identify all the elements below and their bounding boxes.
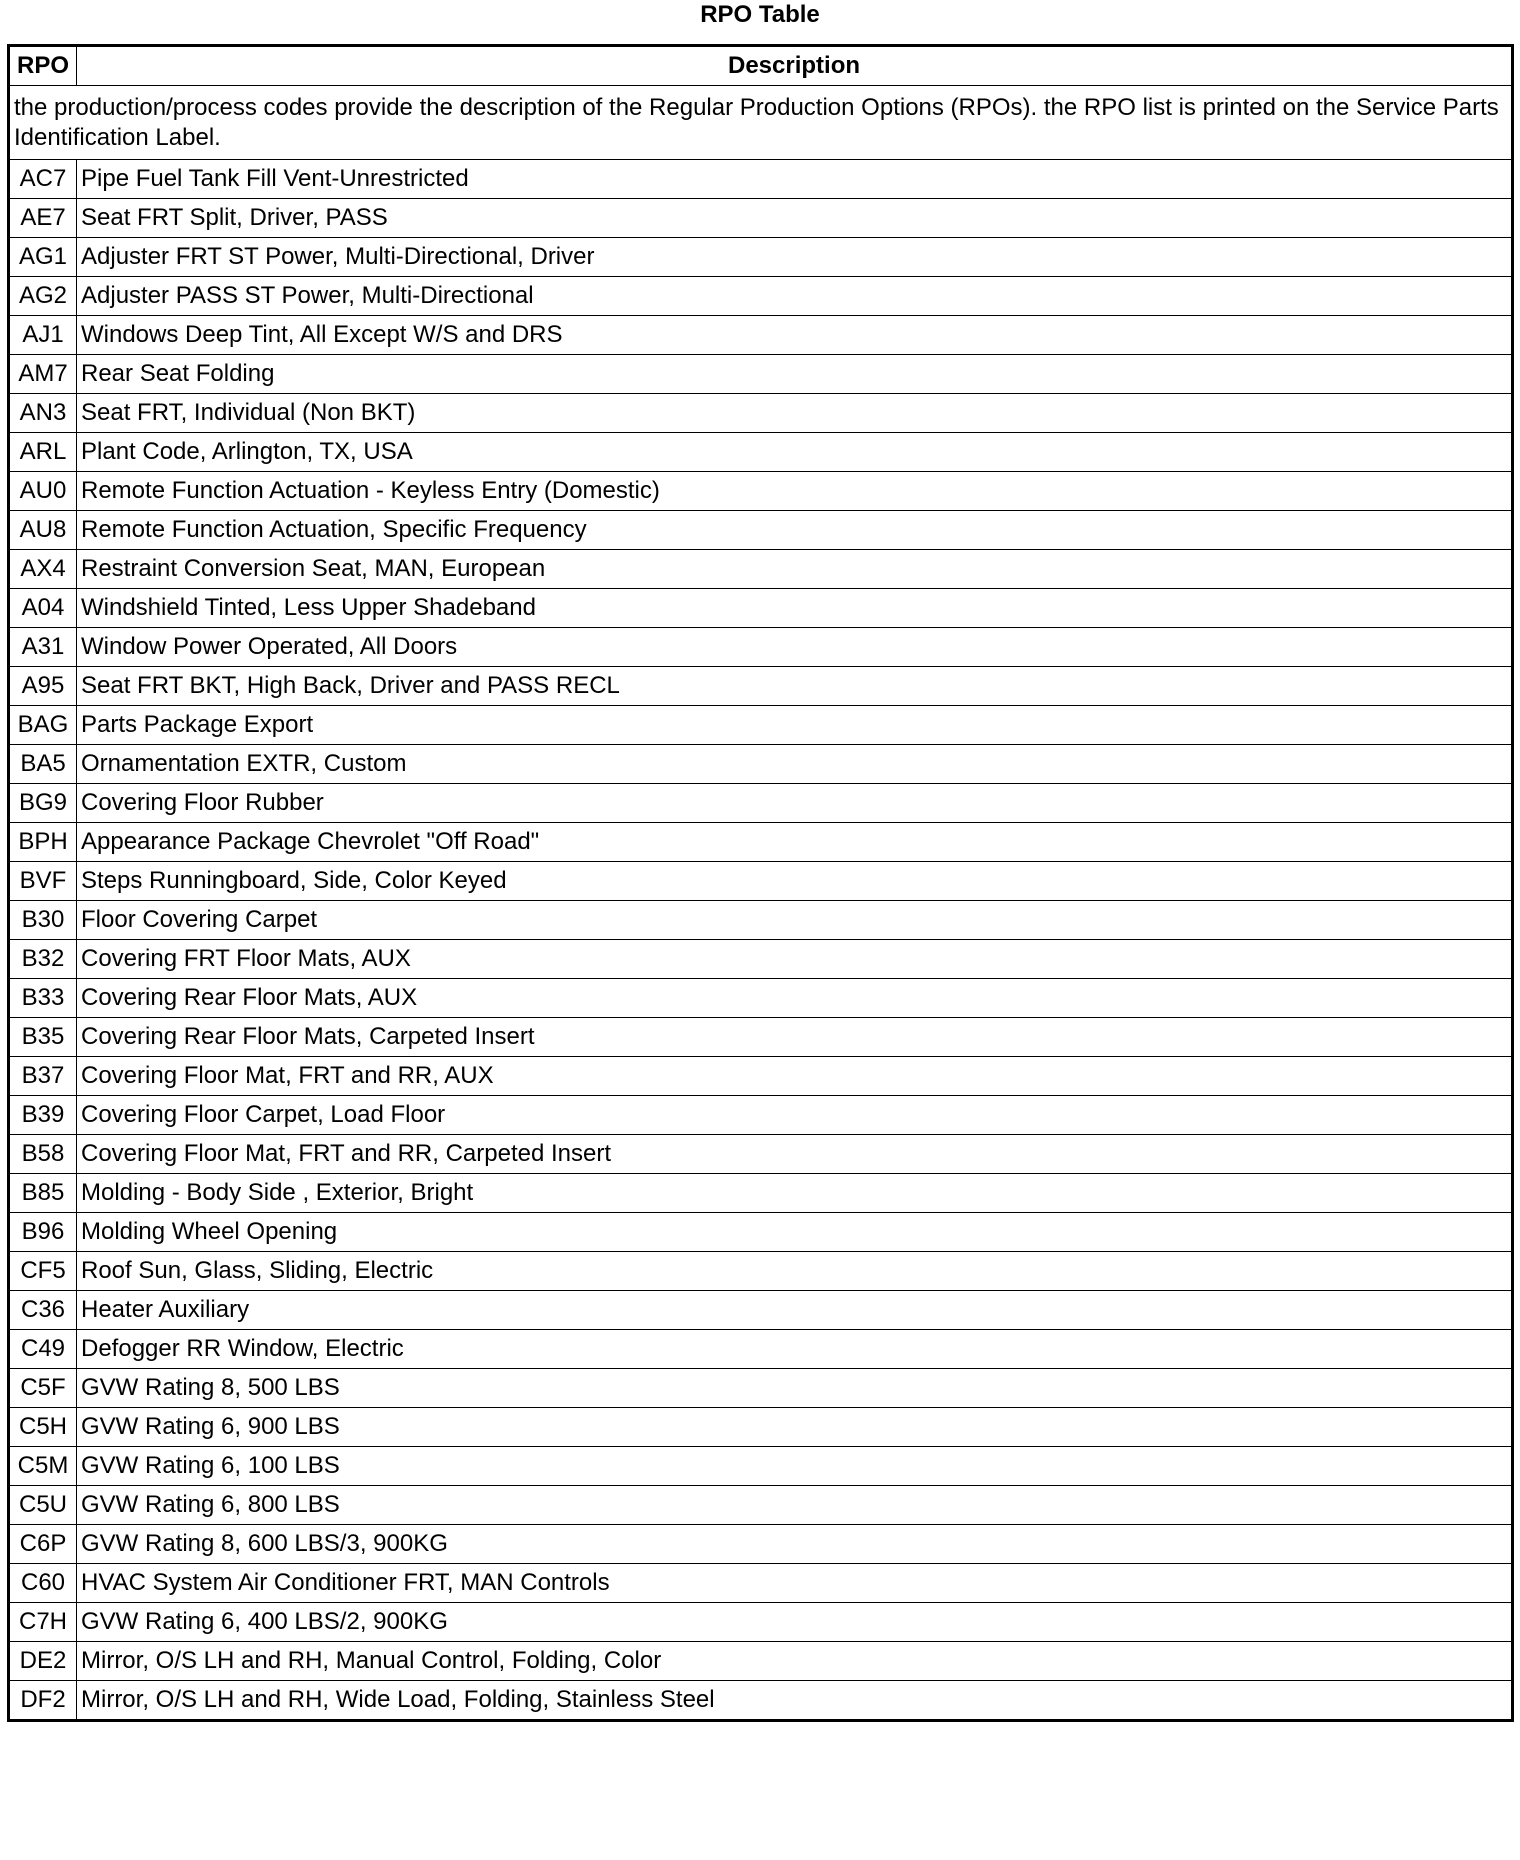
rpo-code: A04	[9, 589, 77, 628]
table-row	[9, 199, 1513, 238]
page-title: RPO Table	[700, 1, 820, 28]
rpo-description: Covering Floor Mat, FRT and RR, Carpeted Insert	[77, 1135, 1513, 1174]
table-row	[9, 979, 1513, 1018]
rpo-description: GVW Rating 8, 600 LBS/3, 900KG	[77, 1525, 1513, 1564]
intro-row	[9, 86, 1513, 160]
rpo-code: B58	[9, 1135, 77, 1174]
rpo-description: Covering Floor Mat, FRT and RR, AUX	[77, 1057, 1513, 1096]
table-row	[9, 1486, 1513, 1525]
rpo-code: BG9	[9, 784, 77, 823]
table-row	[9, 1564, 1513, 1603]
rpo-description: Windshield Tinted, Less Upper Shadeband	[77, 589, 1513, 628]
intro-text: the production/process codes provide the description of the Regular Production Options (RPOs). the RPO list is printed on the Service Parts Identification Label.	[9, 86, 1513, 160]
rpo-code: C36	[9, 1291, 77, 1330]
table-row	[9, 1681, 1513, 1721]
table-row	[9, 1330, 1513, 1369]
rpo-code: AX4	[9, 550, 77, 589]
rpo-code: C7H	[9, 1603, 77, 1642]
rpo-description: HVAC System Air Conditioner FRT, MAN Controls	[77, 1564, 1513, 1603]
rpo-code: AE7	[9, 199, 77, 238]
table-row	[9, 1369, 1513, 1408]
table-row	[9, 1408, 1513, 1447]
table-row	[9, 550, 1513, 589]
table-row	[9, 433, 1513, 472]
column-header-description: Description	[77, 46, 1513, 86]
rpo-code: B39	[9, 1096, 77, 1135]
rpo-description: Seat FRT BKT, High Back, Driver and PASS RECL	[77, 667, 1513, 706]
table-row	[9, 1096, 1513, 1135]
rpo-description: Floor Covering Carpet	[77, 901, 1513, 940]
rpo-description: Remote Function Actuation, Specific Frequency	[77, 511, 1513, 550]
rpo-description: Seat FRT, Individual (Non BKT)	[77, 394, 1513, 433]
rpo-description: Molding - Body Side , Exterior, Bright	[77, 1174, 1513, 1213]
rpo-code: B96	[9, 1213, 77, 1252]
table-row	[9, 745, 1513, 784]
rpo-description: Remote Function Actuation - Keyless Entry (Domestic)	[77, 472, 1513, 511]
rpo-code: AC7	[9, 160, 77, 199]
table-row	[9, 862, 1513, 901]
rpo-description: GVW Rating 6, 400 LBS/2, 900KG	[77, 1603, 1513, 1642]
rpo-code: B30	[9, 901, 77, 940]
rpo-code: B35	[9, 1018, 77, 1057]
rpo-description: Restraint Conversion Seat, MAN, European	[77, 550, 1513, 589]
rpo-description: Covering Floor Carpet, Load Floor	[77, 1096, 1513, 1135]
rpo-code: CF5	[9, 1252, 77, 1291]
rpo-code: B37	[9, 1057, 77, 1096]
table-row	[9, 628, 1513, 667]
rpo-code: BA5	[9, 745, 77, 784]
rpo-code: AN3	[9, 394, 77, 433]
rpo-code: AJ1	[9, 316, 77, 355]
rpo-description: Parts Package Export	[77, 706, 1513, 745]
rpo-description: GVW Rating 6, 900 LBS	[77, 1408, 1513, 1447]
table-row	[9, 706, 1513, 745]
rpo-code: AM7	[9, 355, 77, 394]
rpo-description: Defogger RR Window, Electric	[77, 1330, 1513, 1369]
rpo-description: Covering FRT Floor Mats, AUX	[77, 940, 1513, 979]
table-row	[9, 784, 1513, 823]
rpo-description: Pipe Fuel Tank Fill Vent-Unrestricted	[77, 160, 1513, 199]
rpo-code: B32	[9, 940, 77, 979]
rpo-code: B33	[9, 979, 77, 1018]
rpo-code: A95	[9, 667, 77, 706]
rpo-description: Ornamentation EXTR, Custom	[77, 745, 1513, 784]
rpo-code: C5H	[9, 1408, 77, 1447]
table-row	[9, 1057, 1513, 1096]
rpo-code: AU0	[9, 472, 77, 511]
rpo-description: GVW Rating 6, 800 LBS	[77, 1486, 1513, 1525]
rpo-description: Rear Seat Folding	[77, 355, 1513, 394]
rpo-description: Seat FRT Split, Driver, PASS	[77, 199, 1513, 238]
rpo-code: A31	[9, 628, 77, 667]
table-row	[9, 277, 1513, 316]
rpo-code: AG2	[9, 277, 77, 316]
table-row	[9, 160, 1513, 199]
table-row	[9, 355, 1513, 394]
table-row	[9, 1018, 1513, 1057]
rpo-description: GVW Rating 6, 100 LBS	[77, 1447, 1513, 1486]
rpo-code: C5F	[9, 1369, 77, 1408]
table-row	[9, 1291, 1513, 1330]
rpo-code: BAG	[9, 706, 77, 745]
table-row	[9, 472, 1513, 511]
table-row	[9, 394, 1513, 433]
table-row	[9, 823, 1513, 862]
table-row	[9, 1252, 1513, 1291]
table-row	[9, 589, 1513, 628]
rpo-description: Roof Sun, Glass, Sliding, Electric	[77, 1252, 1513, 1291]
table-row	[9, 1135, 1513, 1174]
rpo-description: Heater Auxiliary	[77, 1291, 1513, 1330]
rpo-code: BPH	[9, 823, 77, 862]
rpo-code: DE2	[9, 1642, 77, 1681]
rpo-code: BVF	[9, 862, 77, 901]
rpo-description: Appearance Package Chevrolet "Off Road"	[77, 823, 1513, 862]
rpo-code: C6P	[9, 1525, 77, 1564]
table-row	[9, 901, 1513, 940]
table-row	[9, 1525, 1513, 1564]
rpo-description: GVW Rating 8, 500 LBS	[77, 1369, 1513, 1408]
rpo-code: AG1	[9, 238, 77, 277]
rpo-description: Mirror, O/S LH and RH, Wide Load, Folding, Stainless Steel	[77, 1681, 1513, 1721]
rpo-code: C49	[9, 1330, 77, 1369]
table-row	[9, 238, 1513, 277]
rpo-description: Steps Runningboard, Side, Color Keyed	[77, 862, 1513, 901]
rpo-code: C5M	[9, 1447, 77, 1486]
rpo-description: Windows Deep Tint, All Except W/S and DRS	[77, 316, 1513, 355]
table-row	[9, 940, 1513, 979]
table-row	[9, 316, 1513, 355]
rpo-code: C60	[9, 1564, 77, 1603]
table-row	[9, 1642, 1513, 1681]
rpo-description: Covering Rear Floor Mats, Carpeted Insert	[77, 1018, 1513, 1057]
rpo-code: DF2	[9, 1681, 77, 1721]
rpo-code: B85	[9, 1174, 77, 1213]
table-body	[9, 86, 1513, 1721]
table-row	[9, 667, 1513, 706]
rpo-table	[7, 44, 1514, 1722]
rpo-code: AU8	[9, 511, 77, 550]
rpo-code: ARL	[9, 433, 77, 472]
table-row	[9, 1213, 1513, 1252]
table-row	[9, 511, 1513, 550]
column-header-rpo: RPO	[9, 46, 77, 86]
table-row	[9, 1174, 1513, 1213]
table-row	[9, 1603, 1513, 1642]
rpo-description: Adjuster PASS ST Power, Multi-Directional	[77, 277, 1513, 316]
rpo-description: Mirror, O/S LH and RH, Manual Control, Folding, Color	[77, 1642, 1513, 1681]
rpo-description: Covering Floor Rubber	[77, 784, 1513, 823]
rpo-description: Plant Code, Arlington, TX, USA	[77, 433, 1513, 472]
rpo-code: C5U	[9, 1486, 77, 1525]
rpo-description: Covering Rear Floor Mats, AUX	[77, 979, 1513, 1018]
rpo-description: Molding Wheel Opening	[77, 1213, 1513, 1252]
header-row	[9, 46, 1513, 86]
table-row	[9, 1447, 1513, 1486]
rpo-description: Adjuster FRT ST Power, Multi-Directional, Driver	[77, 238, 1513, 277]
rpo-description: Window Power Operated, All Doors	[77, 628, 1513, 667]
